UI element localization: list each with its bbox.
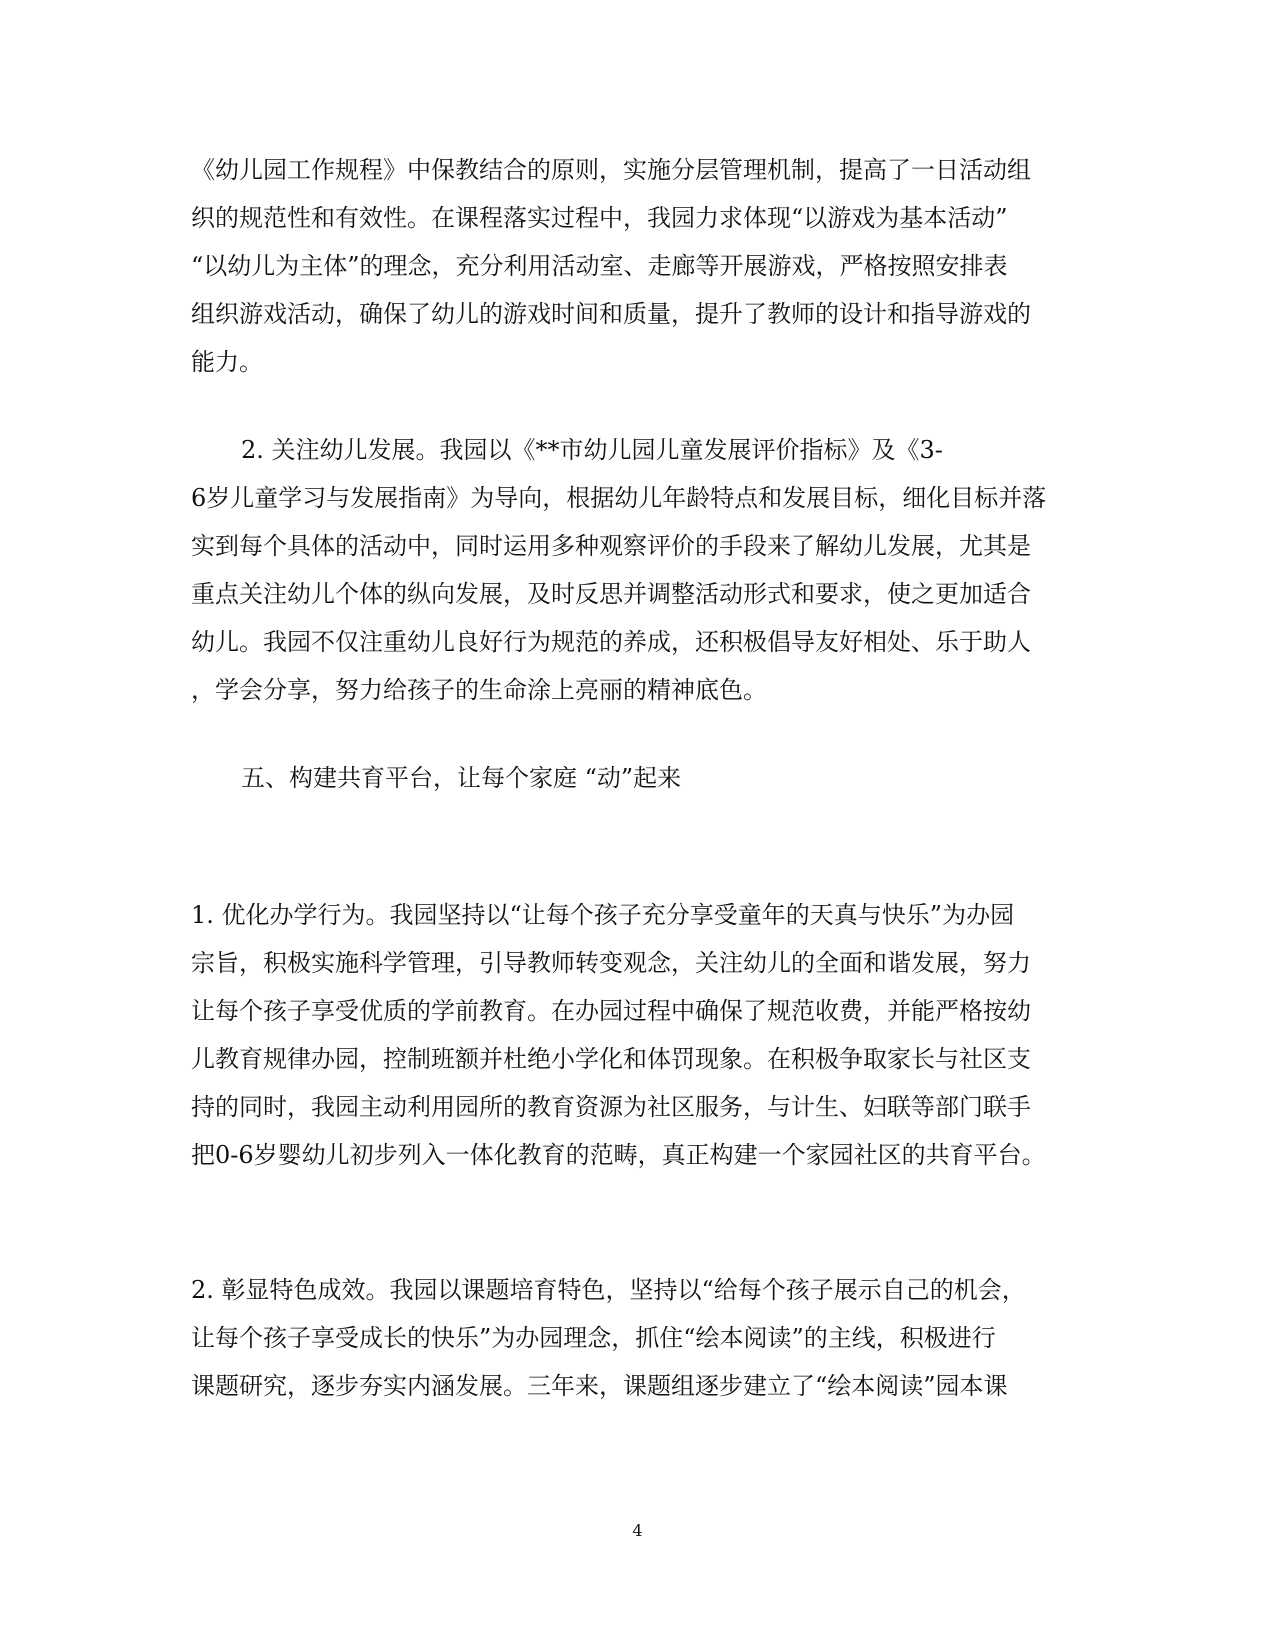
paragraph-4-line-2: 让每个孩子享受成长的快乐”为办园理念，抓住“绘本阅读”的主线，积极进行 bbox=[191, 1324, 996, 1352]
paragraph-4-line-3: 课题研究，逐步夯实内涵发展。三年来，课题组逐步建立了“绘本阅读”园本课 bbox=[191, 1372, 1008, 1400]
paragraph-1-line-1: 《幼儿园工作规程》中保教结合的原则，实施分层管理机制，提高了一日活动组 bbox=[191, 156, 1031, 184]
paragraph-1-line-2: 织的规范性和有效性。在课程落实过程中，我园力求体现“以游戏为基本活动” bbox=[191, 204, 1008, 232]
paragraph-1-line-3: “以幼儿为主体”的理念，充分利用活动室、走廊等开展游戏，严格按照安排表 bbox=[191, 252, 1008, 280]
paragraph-1-line-5: 能力。 bbox=[191, 348, 263, 376]
paragraph-3-line-2: 宗旨，积极实施科学管理，引导教师转变观念，关注幼儿的全面和谐发展，努力 bbox=[191, 949, 1031, 977]
section-heading-5: 五、构建共育平台，让每个家庭 “动”起来 bbox=[241, 764, 682, 792]
paragraph-3-line-5: 持的同时，我园主动利用园所的教育资源为社区服务，与计生、妇联等部门联手 bbox=[191, 1093, 1031, 1121]
paragraph-2-line-5: 幼儿。我园不仅注重幼儿良好行为规范的养成，还积极倡导友好相处、乐于助人 bbox=[191, 628, 1031, 656]
paragraph-4-line-1: 2. 彰显特色成效。我园以课题培育特色，坚持以“给每个孩子展示自己的机会， bbox=[191, 1276, 1026, 1304]
paragraph-2-line-3: 实到每个具体的活动中，同时运用多种观察评价的手段来了解幼儿发展，尤其是 bbox=[191, 532, 1031, 560]
paragraph-2-line-6: ，学会分享，努力给孩子的生命涂上亮丽的精神底色。 bbox=[191, 676, 767, 704]
paragraph-2-line-2: 6岁儿童学习与发展指南》为导向，根据幼儿年龄特点和发展目标，细化目标并落 bbox=[191, 484, 1047, 512]
paragraph-2-line-1: 2. 关注幼儿发展。我园以《**市幼儿园儿童发展评价指标》及《3- bbox=[241, 436, 943, 464]
paragraph-3-line-6: 把0-6岁婴幼儿初步列入一体化教育的范畴，真正构建一个家园社区的共育平台。 bbox=[191, 1141, 1046, 1169]
page-number: 4 bbox=[632, 1521, 643, 1540]
paragraph-3-line-3: 让每个孩子享受优质的学前教育。在办园过程中确保了规范收费，并能严格按幼 bbox=[191, 997, 1031, 1025]
paragraph-2-line-4: 重点关注幼儿个体的纵向发展，及时反思并调整活动形式和要求，使之更加适合 bbox=[191, 580, 1031, 608]
paragraph-3-line-1: 1. 优化办学行为。我园坚持以“让每个孩子充分享受童年的天真与快乐”为办园 bbox=[191, 901, 1015, 929]
paragraph-3-line-4: 儿教育规律办园，控制班额并杜绝小学化和体罚现象。在积极争取家长与社区支 bbox=[191, 1045, 1031, 1073]
paragraph-1-line-4: 组织游戏活动，确保了幼儿的游戏时间和质量，提升了教师的设计和指导游戏的 bbox=[191, 300, 1031, 328]
